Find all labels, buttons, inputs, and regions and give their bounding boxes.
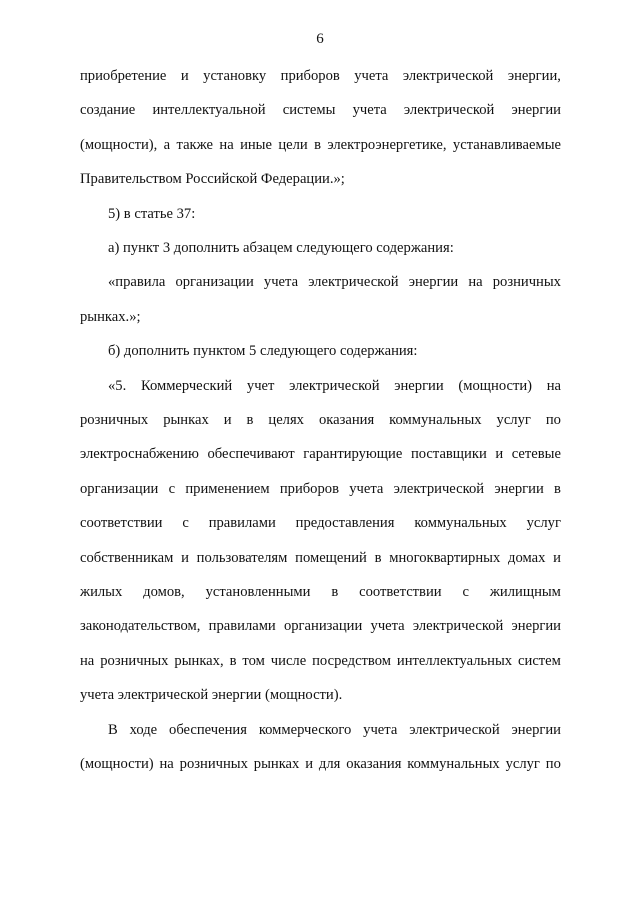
word: а: [163, 136, 171, 153]
word: розничных: [179, 756, 248, 772]
word: сетевые: [511, 446, 561, 463]
word: иные: [240, 136, 272, 153]
word: с: [182, 515, 189, 532]
word: учета: [263, 274, 299, 291]
word: услуг: [496, 412, 531, 428]
text-line: [80, 583, 561, 601]
word: услуг: [505, 756, 540, 772]
word: домов,: [143, 584, 185, 600]
word: и: [305, 756, 314, 772]
text-line: Правительством Российской Федерации.»;: [80, 171, 345, 188]
text-line: [80, 652, 561, 670]
word: электрической: [403, 102, 495, 119]
word: на: [159, 756, 174, 772]
word: рынках,: [174, 652, 224, 669]
word: также: [176, 136, 214, 153]
word: цели: [278, 136, 308, 153]
word: Коммерческий: [140, 377, 233, 394]
word: электроснабжению: [80, 446, 199, 463]
word: и: [223, 412, 232, 428]
word: и: [181, 549, 189, 566]
word: оказания: [318, 412, 375, 428]
word: (мощности): [80, 756, 154, 772]
word: учета: [370, 618, 405, 635]
word: рынках: [163, 412, 209, 428]
text-line: [108, 273, 561, 291]
text-line: [80, 445, 561, 463]
word: домах: [508, 549, 546, 566]
word: (мощности): [458, 377, 532, 394]
word: в: [314, 136, 322, 153]
word: «правила: [108, 274, 166, 291]
word: на: [546, 377, 561, 394]
word: системы: [282, 102, 336, 119]
text-line: [80, 755, 561, 773]
word: на: [219, 136, 234, 153]
word: энергии: [394, 377, 444, 394]
word: оказания: [346, 756, 402, 772]
word: приборов: [280, 68, 340, 84]
word: розничных: [80, 412, 149, 428]
text-line: [108, 377, 561, 395]
word: и: [495, 446, 504, 463]
word: с: [462, 584, 469, 600]
word: энергии: [511, 618, 561, 635]
word: целях: [268, 412, 304, 428]
text-line: рынках.»;: [80, 308, 141, 325]
text-line: [108, 721, 561, 739]
text-line: [80, 67, 561, 85]
word: организации: [175, 274, 254, 291]
word: приобретение: [80, 68, 167, 84]
page-number: 6: [316, 31, 324, 47]
word: том: [242, 652, 265, 669]
word: интеллектуальных: [396, 652, 513, 669]
text-line: [80, 617, 561, 635]
text-line: б) дополнить пунктом 5 следующего содержания:: [108, 343, 418, 360]
word: и: [553, 549, 561, 566]
word: обеспечения: [169, 721, 247, 738]
text-line: [80, 411, 561, 429]
word: энергии: [511, 102, 561, 119]
word: обеспечивают: [207, 446, 295, 463]
text-line: [80, 480, 561, 498]
word: поставщики: [410, 446, 487, 463]
word: электрической: [393, 480, 485, 497]
word: электрической: [412, 618, 504, 635]
word: приборов: [279, 480, 339, 497]
word: жилищным: [489, 584, 561, 600]
word: электрической: [289, 377, 380, 394]
word: в: [374, 549, 382, 566]
word: на: [80, 652, 95, 669]
word: законодательством,: [80, 618, 201, 635]
word: многоквартирных: [389, 549, 501, 566]
word: правилами: [208, 515, 276, 532]
word: применением: [185, 480, 270, 497]
text-line: [80, 101, 561, 119]
word: и: [180, 68, 189, 84]
word: на: [468, 274, 483, 291]
word: гарантирующие: [303, 446, 403, 463]
word: числе: [270, 652, 307, 669]
word: (мощности),: [80, 136, 158, 153]
word: энергии: [494, 480, 544, 497]
word: интеллектуальной: [152, 102, 266, 119]
word: соответствии: [359, 584, 442, 600]
word: коммунальных: [407, 756, 500, 772]
word: учета: [349, 480, 384, 497]
word: организации: [80, 480, 159, 497]
word: устанавливаемые: [452, 136, 561, 153]
word: в: [246, 412, 254, 428]
word: предоставления: [295, 515, 395, 532]
word: энергии: [511, 721, 561, 738]
word: коммунальных: [389, 412, 482, 428]
word: для: [318, 756, 341, 772]
word: коммерческого: [258, 721, 352, 738]
word: электрической: [402, 68, 494, 84]
word: помещений: [295, 549, 367, 566]
word: пользователям: [196, 549, 288, 566]
text-line: а) пункт 3 дополнить абзацем следующего содержания:: [108, 240, 454, 256]
word: посредством: [312, 652, 391, 669]
text-line: [80, 514, 561, 532]
word: ходе: [129, 721, 158, 738]
text-line: 5) в статье 37:: [108, 205, 196, 222]
word: соответствии: [80, 515, 163, 532]
word: в: [229, 652, 237, 669]
word: по: [545, 756, 561, 772]
text-line: учета электрической энергии (мощности).: [80, 687, 343, 704]
word: учета: [363, 721, 398, 738]
word: учет: [246, 377, 275, 394]
word: «5.: [108, 377, 127, 394]
word: организации: [283, 618, 363, 635]
word: установку: [203, 68, 267, 84]
word: услуг: [526, 515, 561, 532]
word: учета: [354, 68, 389, 84]
word: розничных: [100, 652, 169, 669]
word: собственникам: [80, 549, 174, 566]
word: электрической: [409, 721, 500, 738]
word: коммунальных: [414, 515, 507, 532]
word: в: [554, 480, 561, 497]
word: учета: [352, 102, 387, 119]
word: по: [545, 412, 561, 428]
word: создание: [80, 102, 136, 119]
word: розничных: [492, 274, 561, 291]
word: рынках: [253, 756, 300, 772]
word: энергии,: [507, 68, 561, 84]
word: систем: [518, 652, 561, 669]
word: с: [168, 480, 176, 497]
word: жилых: [80, 584, 123, 600]
word: электроэнергетике,: [327, 136, 447, 153]
text-line: [80, 136, 561, 154]
word: установленными: [205, 584, 311, 600]
word: в: [331, 584, 339, 600]
word: правилами: [208, 618, 276, 635]
word: В: [108, 721, 118, 738]
text-line: [80, 549, 561, 567]
word: электрической: [308, 274, 399, 291]
word: энергии: [408, 274, 459, 291]
